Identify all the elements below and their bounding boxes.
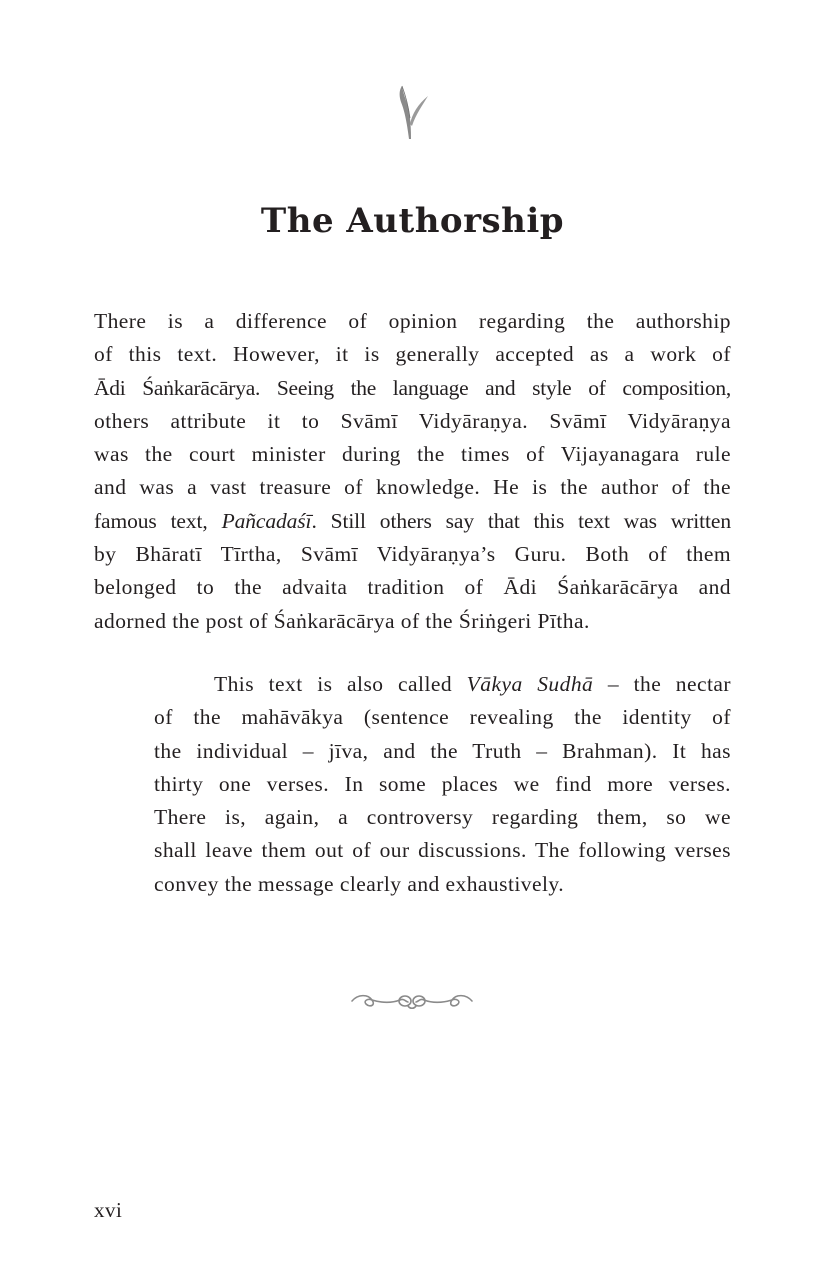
paragraph-line: of the mahāvākya (sentence revealing the identity of xyxy=(154,705,731,730)
paragraph-line: famous text, Pañcadaśī. Still others say that this text was written xyxy=(94,508,732,533)
italic-title: Vākya Sudhā xyxy=(466,672,594,696)
paragraph-line: There is, again, a controversy regarding them, so we xyxy=(154,805,731,830)
paragraph-2 xyxy=(94,668,731,901)
paragraph-line: of this text. However, it is generally accepted as a work of xyxy=(94,342,731,367)
paragraph-line: the individual – jīva, and the Truth – Brahman). It has xyxy=(154,738,731,763)
page-number: xvi xyxy=(94,1198,123,1222)
flourish-divider-icon xyxy=(348,990,476,1012)
paragraph-line: and was a vast treasure of knowledge. He is the author of the xyxy=(94,475,731,500)
paragraph-line: This text is also called Vākya Sudhā – the nectar xyxy=(214,672,732,696)
paragraph-line: others attribute it to Svāmī Vidyāraṇya. Svāmī Vidyāraṇya xyxy=(94,408,731,433)
paragraph-line: adorned the post of Śaṅkarācārya of the Śriṅgeri Pītha. xyxy=(94,608,590,633)
paragraph-line: convey the message clearly and exhaustively. xyxy=(154,871,565,896)
paragraph-line: belonged to the advaita tradition of Ādi Śaṅkarācārya and xyxy=(94,575,731,600)
leaf-sprig-icon xyxy=(392,84,432,140)
page-title: The Authorship xyxy=(260,201,565,241)
paragraph-line: Ādi Śaṅkarācārya. Seeing the language and style of composition, xyxy=(94,375,731,400)
paragraph-1 xyxy=(94,305,731,638)
paragraph-line: shall leave them out of our discussions. The following verses xyxy=(154,838,731,863)
paragraph-line: thirty one verses. In some places we find more verses. xyxy=(154,771,731,796)
paragraph-line: by Bhāratī Tīrtha, Svāmī Vidyāraṇya’s Guru. Both of them xyxy=(94,542,731,567)
italic-title: Pañcadaśī xyxy=(221,508,312,533)
paragraph-line: was the court minister during the times of Vijayanagara rule xyxy=(94,442,731,467)
paragraph-line: There is a difference of opinion regarding the authorship xyxy=(94,309,731,333)
